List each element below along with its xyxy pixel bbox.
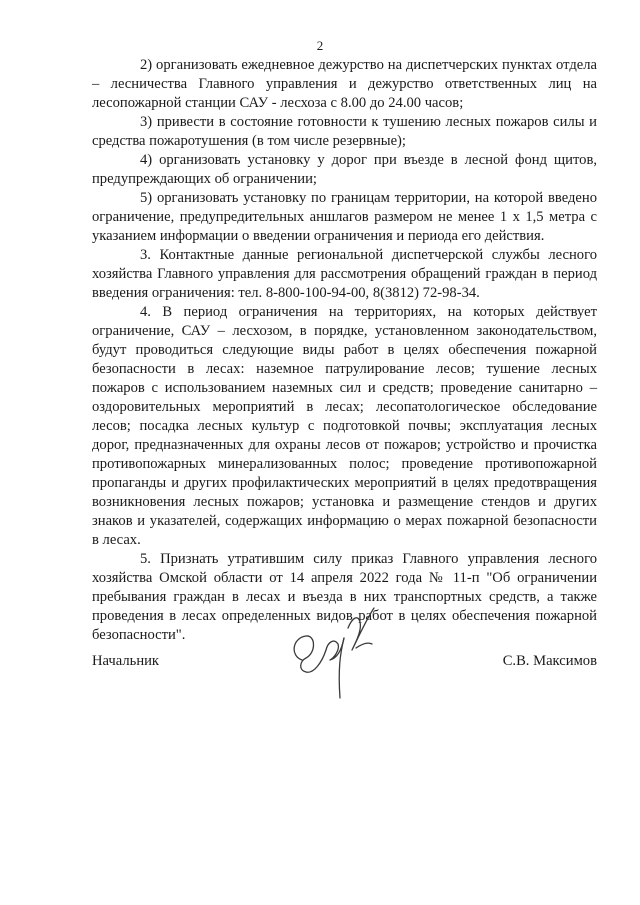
paragraph-item-5: 5) организовать установку по границам территории, на которой введено ограничение, предупредительных аншлагов размером не менее 1 х 1,5 метра с указанием информации о введении ограничения и периода его действия.: [92, 190, 597, 244]
signatory-position: Начальник: [92, 653, 160, 669]
paragraph-section-3: 3. Контактные данные региональной диспетчерской службы лесного хозяйства Главного управления для рассмотрения обращений граждан в период введения ограничения: тел. 8-800-100-94-00, 8(3812) 72-98-34.: [92, 247, 597, 301]
page-number: 2: [316, 38, 324, 53]
document-body: [92, 56, 597, 645]
signatory-name: С.В. Максимов: [502, 653, 597, 669]
paragraph-item-4: 4) организовать установку у дорог при въезде в лесной фонд щитов, предупреждающих об ограничении;: [92, 152, 597, 187]
handwritten-signature: [282, 598, 392, 708]
paragraph-section-4: 4. В период ограничения на территориях, на которых действует ограничение, САУ – лесхозом, в порядке, установленном законодательством, будут проводиться следующие виды работ в целях обеспечения пожарной безопасности в лесах: наземное патрулирование лесов; тушение лесных пожаров с использованием наземных сил и средств; проведение санитарно – оздоровительных мероприятий в лесах; лесопатологическое обследование лесов; посадка лесных культур с подготовкой почвы; эксплуатация лесных дорог, предназначенных для охраны лесов от пожаров; устройство и прочистка противопожарных минерализованных полос; проведение противопожарной пропаганды и других профилактических мероприятий в целях предотвращения возникновения лесных пожаров; установка и размещение стендов и других знаков и указателей, содержащих информацию о мерах пожарной безопасности в лесах.: [92, 304, 597, 548]
paragraph-item-3: 3) привести в состояние готовности к тушению лесных пожаров силы и средства пожаротушения (в том числе резервные);: [92, 114, 597, 149]
paragraph-item-2: 2) организовать ежедневное дежурство на диспетчерских пунктах отдела – лесничества Главного управления и дежурство ответственных лиц на лесопожарной станции САУ - лесхоза с 8.00 до 24.00 часов;: [92, 57, 597, 111]
paragraph-section-5: 5. Признать утратившим силу приказ Главного управления лесного хозяйства Омской области от 14 апреля 2022 года № 11-п "Об ограничении пребывания граждан в лесах и въезда в них транспортных средств, а также проведения в лесах определенных видов работ в целях обеспечения пожарной безопасности".: [92, 551, 597, 643]
